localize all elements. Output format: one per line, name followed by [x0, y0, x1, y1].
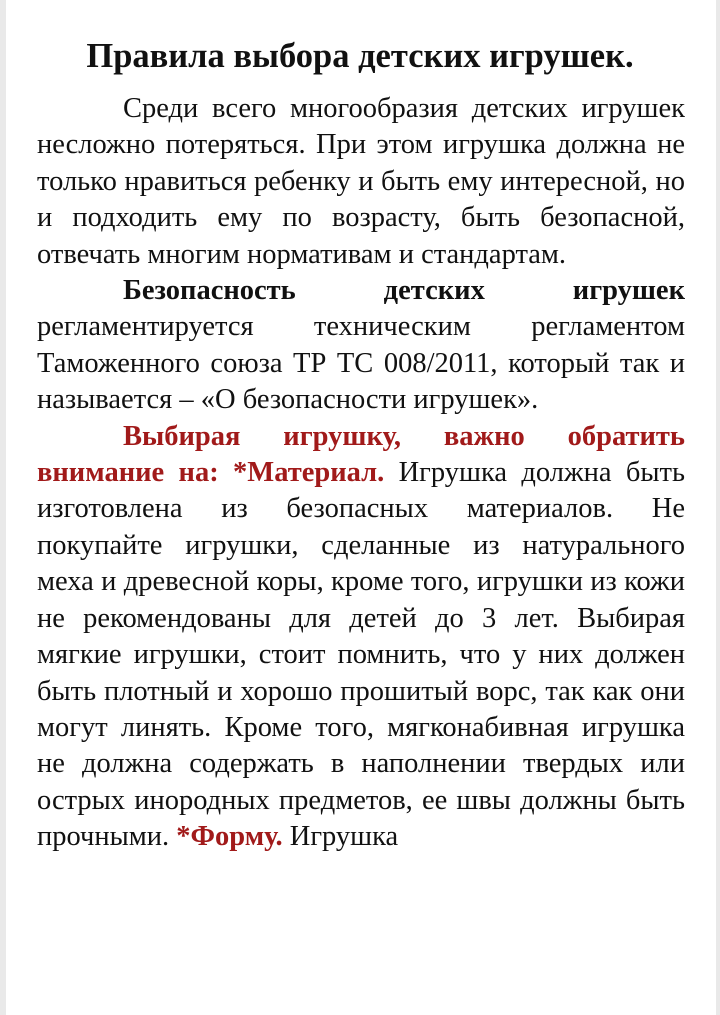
shape-text: Игрушка — [282, 821, 399, 853]
paragraph-choosing — [37, 419, 685, 856]
document-body — [37, 91, 685, 856]
shape-heading: *Форму. — [176, 821, 283, 853]
material-heading: Выбирая игрушку, важно обратить внимание на: *Материал. — [37, 420, 685, 489]
safety-text: регламентируется техническим регламентом Таможенного союза ТР ТС 008/2011, который так и называется – «О безопасности игрушек». — [37, 311, 685, 416]
safety-heading: Безопасность детских игрушек — [123, 275, 685, 307]
material-text: Игрушка должна быть изготовлена из безопасных материалов. Не покупайте игрушки, сделанные из натурального меха и древесной коры, кроме того, игрушки из кожи не рекомендованы для детей до 3 лет. Выбирая мягкие игрушки, стоит помнить, что у них должен быть плотный и хорошо прошитый ворс, так как они могут линять. Кроме того, мягконабивная игрушка не должна содержать в наполнении твердых или острых инородных предметов, ее швы должны быть прочными. — [37, 457, 685, 853]
document-title: Правила выбора детских игрушек. — [86, 37, 634, 75]
paragraph-intro: Среди всего многообразия детских игрушек несложно потеряться. При этом игрушка должна не только нравиться ребенку и быть ему интересной, но и подходить ему по возрасту, быть безопасной, отвечать многим нормативам и стандартам. — [37, 93, 685, 270]
paragraph-safety — [37, 273, 685, 419]
